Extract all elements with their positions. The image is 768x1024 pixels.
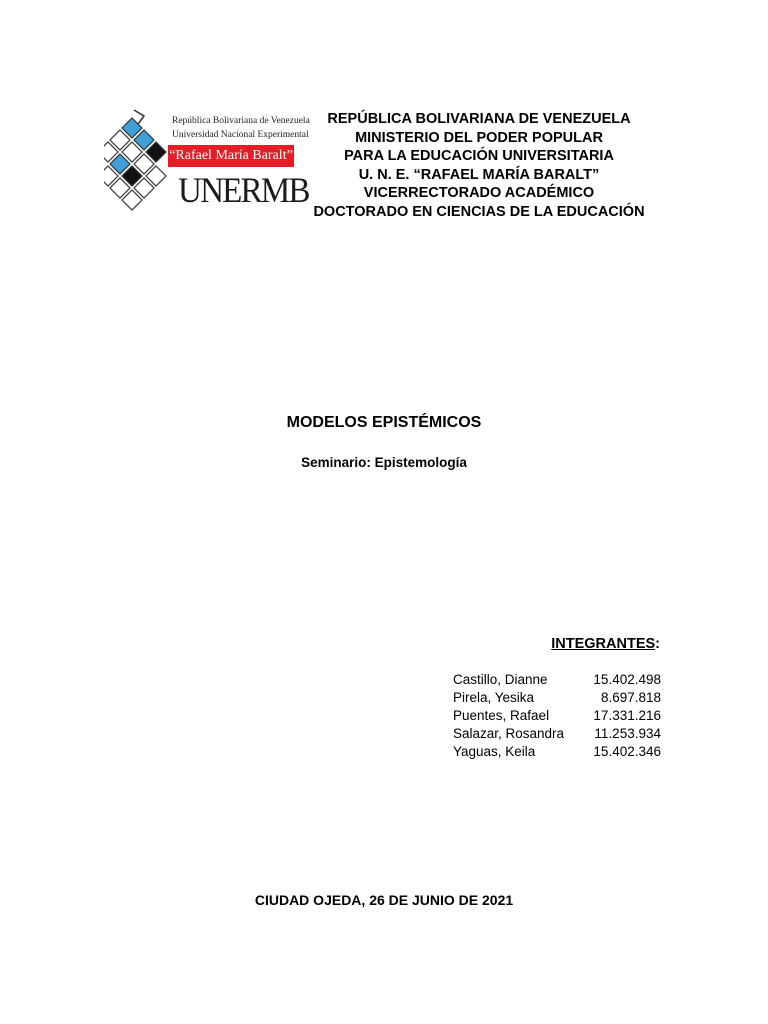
member-name: Castillo, Dianne xyxy=(453,672,548,687)
member-row xyxy=(453,725,661,743)
members-heading-label: INTEGRANTES xyxy=(551,636,656,652)
logo-line-university: Universidad Nacional Experimental xyxy=(172,130,309,140)
members-list xyxy=(453,671,661,761)
institution-header xyxy=(296,110,662,221)
document-subtitle: Seminario: Epistemología xyxy=(301,455,467,470)
member-row xyxy=(453,707,661,725)
header-line: MINISTERIO DEL PODER POPULAR xyxy=(355,129,603,146)
members-heading-colon: : xyxy=(655,636,660,652)
member-name: Puentes, Rafael xyxy=(453,708,550,723)
member-row xyxy=(453,689,661,707)
member-name: Yaguas, Keila xyxy=(453,744,536,759)
header-line: PARA LA EDUCACIÓN UNIVERSITARIA xyxy=(344,148,614,164)
diamond-lattice-icon xyxy=(104,108,168,216)
member-row xyxy=(453,743,661,761)
header-line: REPÚBLICA BOLIVARIANA DE VENEZUELA xyxy=(327,111,631,127)
logo-wordmark: UNERMB xyxy=(178,170,309,210)
member-name: Salazar, Rosandra xyxy=(453,726,565,741)
logo-line-country: República Bolivariana de Venezuela xyxy=(172,116,310,126)
member-id: 15.402.346 xyxy=(593,744,661,759)
member-row xyxy=(453,671,661,689)
member-id: 17.331.216 xyxy=(593,708,661,723)
member-id: 8.697.818 xyxy=(600,690,661,705)
member-name: Pirela, Yesika xyxy=(453,690,535,705)
members-heading xyxy=(551,636,660,652)
university-logo xyxy=(104,108,310,216)
header-line: VICERRECTORADO ACADÉMICO xyxy=(363,185,595,201)
member-id: 11.253.934 xyxy=(594,726,661,741)
header-line: U. N. E. “RAFAEL MARÍA BARALT” xyxy=(358,166,600,183)
header-line: DOCTORADO EN CIENCIAS DE LA EDUCACIÓN xyxy=(313,203,645,220)
member-id: 15.402.498 xyxy=(593,672,661,687)
place-and-date: CIUDAD OJEDA, 26 DE JUNIO DE 2021 xyxy=(254,892,514,908)
logo-banner: “Rafael María Baralt” xyxy=(168,145,294,167)
document-title: MODELOS EPISTÉMICOS xyxy=(286,414,482,431)
